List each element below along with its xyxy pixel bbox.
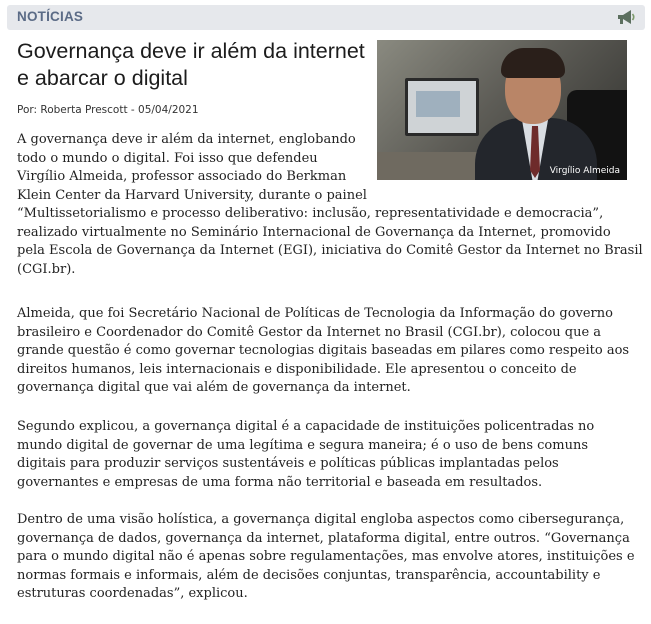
article-paragraph-4 <box>17 511 635 604</box>
paragraph-line: Klein Center da Harvard University, durante o painel <box>17 187 367 203</box>
paragraph-line: governança de dados, governança da internet, plataforma digital, entre outros. “Governança <box>17 530 630 546</box>
paragraph-line: “Multissetorialismo e processo deliberativo: inclusão, representatividade e democracia”, <box>17 206 604 221</box>
paragraph-line: pela Escola de Governança da Internet (EGI), iniciativa do Comitê Gestor da Internet no Brasil <box>17 243 643 258</box>
paragraph-line: brasileiro e Coordenador do Comitê Gestor da Internet no Brasil (CGI.br), colocou que a <box>17 324 602 340</box>
photo-monitor <box>405 78 479 136</box>
paragraph-line: Dentro de uma visão holística, a governança digital engloba aspectos como cibersegurança, <box>17 512 625 527</box>
article-byline: Por: Roberta Prescott - 05/04/2021 <box>17 104 199 116</box>
paragraph-line: grande questão é como governar tecnologias digitais baseadas em pilares como respeito aos <box>17 343 630 358</box>
section-header <box>7 5 645 30</box>
paragraph-line: todo o mundo o digital. Foi isso que defendeu <box>17 150 318 166</box>
paragraph-line: governança digital que vai além de governança da internet. <box>17 380 411 395</box>
paragraph-line: mundo digital de governar de uma legítima e segura maneira; é o uso de bens comuns <box>17 437 588 453</box>
article-paragraph-2 <box>17 305 629 398</box>
photo-person-hair <box>501 48 565 78</box>
megaphone-icon[interactable] <box>616 7 636 27</box>
paragraph-line: Segundo explicou, a governança digital é a capacidade de instituições policentradas no <box>17 419 595 434</box>
paragraph-line: Almeida, que foi Secretário Nacional de Políticas de Tecnologia da Informação do governo <box>17 306 613 321</box>
section-title: NOTÍCIAS <box>17 9 84 24</box>
paragraph-line: estruturas coordenadas”, explicou. <box>17 586 248 601</box>
article-paragraph-3 <box>17 418 594 492</box>
paragraph-line: Virgílio Almeida, professor associado do Berkman <box>17 169 347 184</box>
paragraph-line: realizado virtualmente no Seminário Internacional de Governança da Internet, promovido <box>17 224 611 240</box>
paragraph-line: digitais para produzir serviços sustentáveis e políticas públicas implantadas pelos <box>17 456 559 471</box>
headline-line: Governança deve ir além da internet <box>17 39 365 63</box>
article-headline <box>17 38 367 92</box>
headline-line: e abarcar o digital <box>17 66 188 90</box>
paragraph-line: direitos humanos, leis internacionais e disponibilidade. Ele apresentou o conceito de <box>17 361 577 377</box>
paragraph-line: para o mundo digital não é apenas sobre regulamentações, mas envolve atores, instituições e <box>17 549 635 564</box>
paragraph-line: (CGI.br). <box>17 261 76 277</box>
paragraph-line: A governança deve ir além da internet, englobando <box>17 132 356 147</box>
paragraph-line: normas formais e informais, além de decisões conjuntas, transparência, accountability e <box>17 567 601 583</box>
photo-caption: Virgílio Almeida <box>549 166 620 176</box>
paragraph-line: governantes e empresas de uma forma não territorial e baseada em resultados. <box>17 474 543 490</box>
article-paragraph-1 <box>17 131 643 279</box>
